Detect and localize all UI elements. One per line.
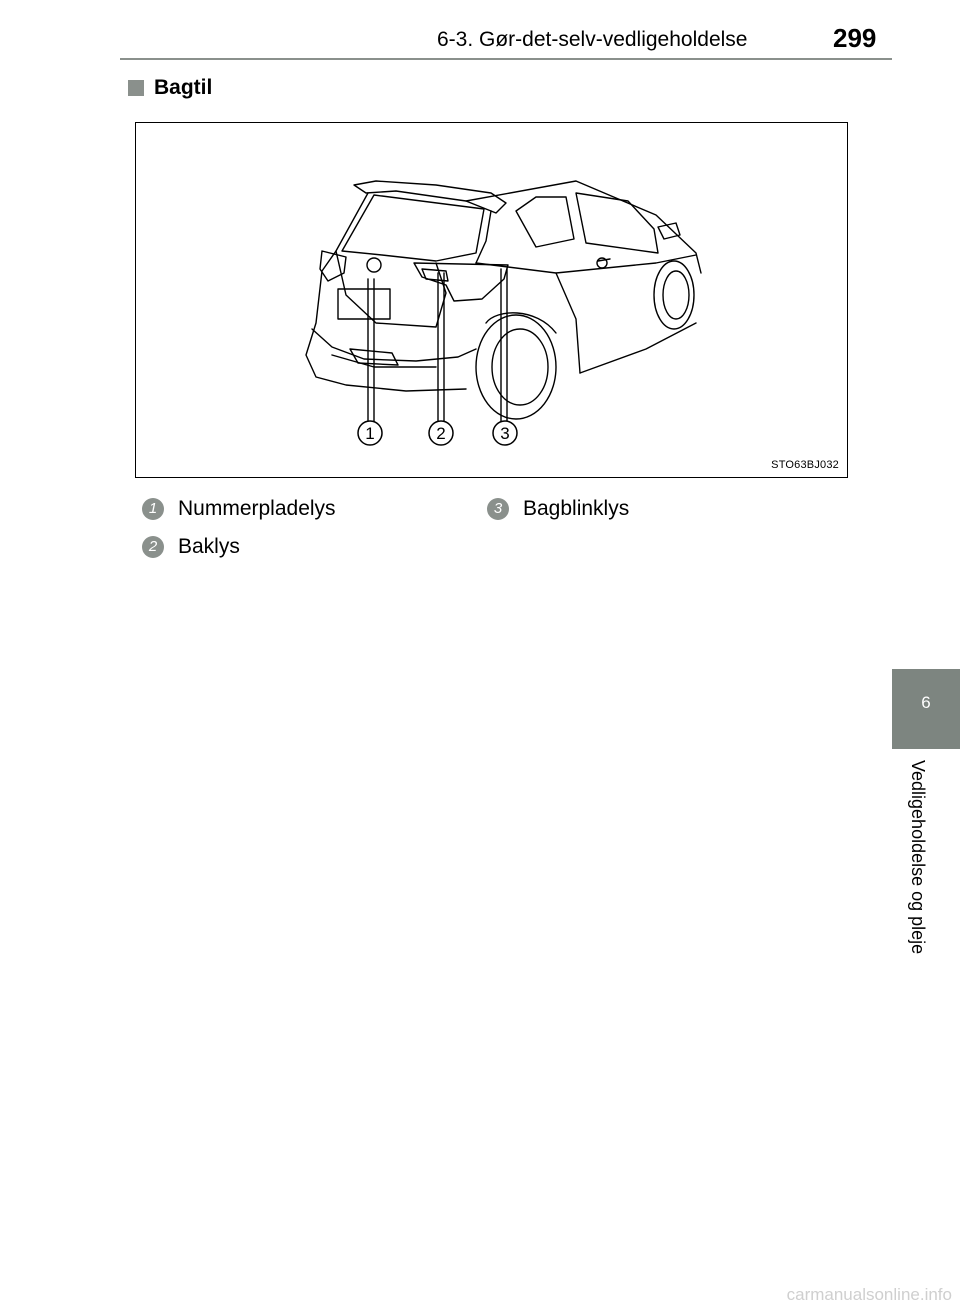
car-rear-figure [135, 122, 848, 478]
heading-square-icon [128, 80, 144, 96]
page-number: 299 [833, 23, 877, 53]
legend-label-2: Baklys [178, 535, 240, 558]
callout-2-label: 2 [436, 424, 446, 443]
legend-number-2: 2 [142, 536, 164, 558]
legend-label-3: Bagblinklys [523, 497, 630, 520]
chapter-tab-number: 6 [921, 693, 931, 712]
legend-label-1: Nummerpladelys [178, 497, 336, 520]
callout-3-label: 3 [500, 424, 510, 443]
callout-1 [358, 421, 382, 445]
footer-site-watermark: carmanualsonline.info [786, 1285, 952, 1304]
legend-number-1: 1 [142, 498, 164, 520]
legend-item-1 [142, 497, 336, 521]
callout-markers [136, 123, 847, 477]
callout-2 [429, 421, 453, 445]
section-heading [128, 76, 212, 100]
section-heading-text: Bagtil [154, 76, 213, 99]
legend-item-3 [487, 497, 629, 521]
legend-item-2 [142, 535, 240, 559]
callout-1-label: 1 [365, 424, 375, 443]
chapter-side-label: Vedligeholdelse og pleje [908, 760, 928, 955]
header-rule [120, 58, 892, 60]
page-header-title: 6-3. Gør-det-selv-vedligeholdelse [437, 28, 748, 51]
callout-3 [493, 421, 517, 445]
figure-code: STO63BJ032 [771, 459, 839, 471]
legend-number-3: 3 [487, 498, 509, 520]
